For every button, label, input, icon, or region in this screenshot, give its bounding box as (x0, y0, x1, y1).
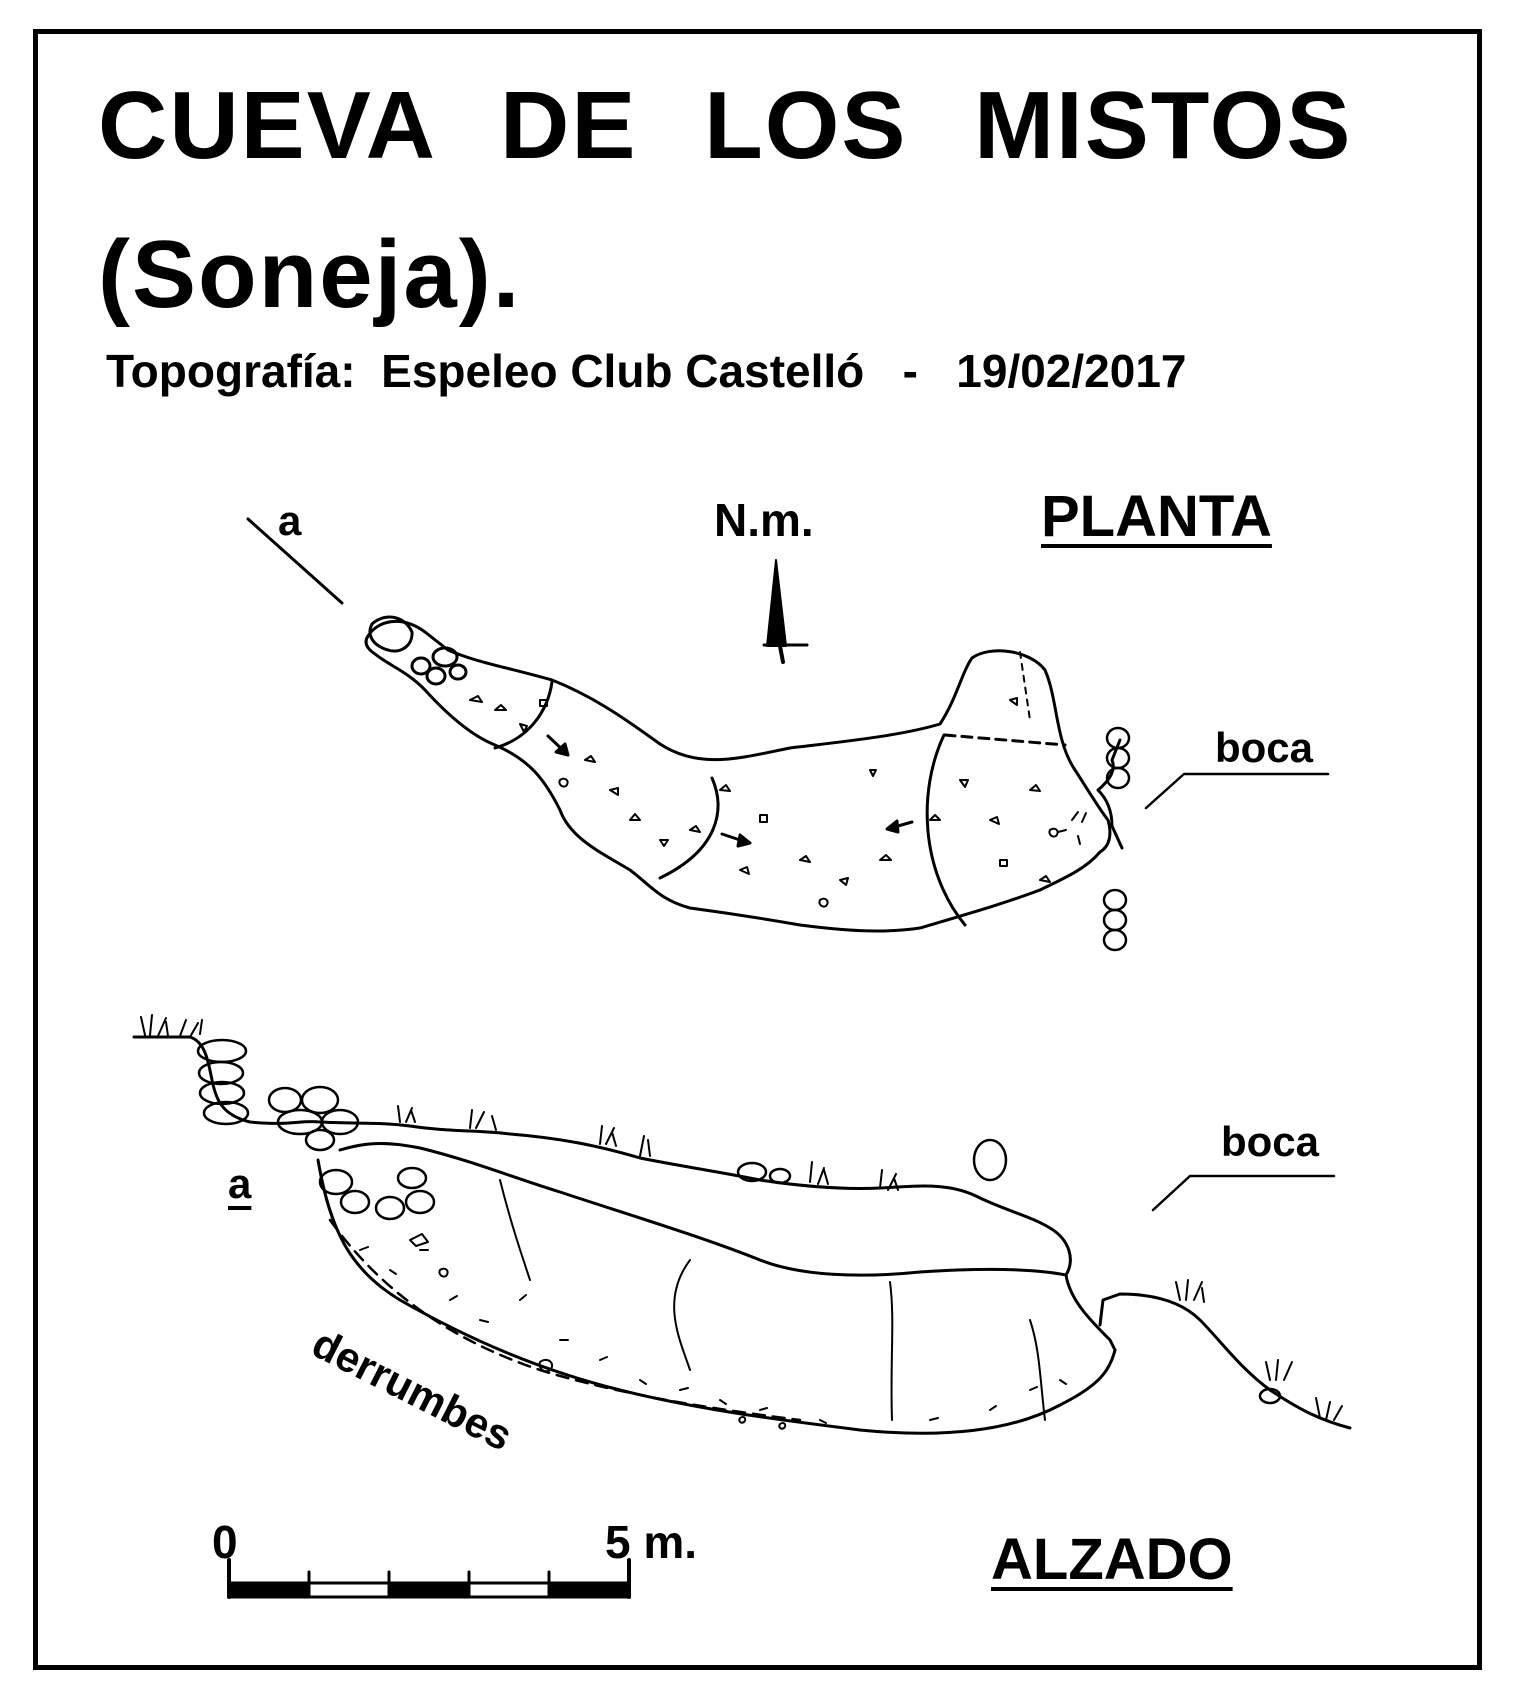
elevation-fractures (500, 1180, 1045, 1420)
debris-label: derrumbes (305, 1319, 520, 1460)
scale-end-label: 5 m. (605, 1516, 698, 1568)
plan-view (248, 519, 1328, 950)
scale-bar (229, 1560, 629, 1597)
plan-boulder (433, 648, 457, 666)
credits-author: Espeleo Club Castelló (381, 345, 865, 397)
plan-entrance-wall (1112, 740, 1122, 848)
elevation-debris-texture (360, 1234, 1066, 1429)
elevation-section-mark: a (228, 1160, 252, 1207)
cave-location: (Soneja). (98, 221, 522, 328)
elevation-view (134, 1015, 1350, 1433)
credits-label: Topografía: (106, 345, 356, 397)
elevation-cave-roof (340, 1144, 1066, 1276)
elevation-ground-surface (134, 1037, 1070, 1275)
elevation-entrance-leader (1153, 1176, 1334, 1210)
plan-section-divider (927, 735, 965, 925)
elevation-heading: ALZADO (991, 1527, 1233, 1592)
flow-arrow-icon (548, 736, 568, 755)
north-arrow-icon (764, 560, 807, 662)
flow-arrow-icon (722, 834, 750, 846)
plan-heading: PLANTA (1041, 484, 1272, 549)
plan-section-divider (1020, 652, 1030, 720)
plan-section-divider (945, 735, 1065, 745)
scale-start-label: 0 (212, 1516, 238, 1568)
plan-cave-outline (366, 621, 1110, 931)
plan-boulder (412, 658, 430, 674)
elevation-boulders (198, 1040, 434, 1219)
plan-entrance-leader (1146, 774, 1328, 808)
flow-arrow-icon (887, 821, 912, 832)
plan-boulder (450, 665, 466, 679)
elevation-outside-slope (1100, 1294, 1350, 1428)
plan-section-mark: a (278, 497, 302, 544)
elevation-vegetation (141, 1015, 1342, 1420)
plan-entrance-label: boca (1215, 724, 1314, 771)
elevation-cave-floor (318, 1160, 1115, 1433)
plan-section-line (248, 519, 342, 603)
credits-date: 19/02/2017 (956, 345, 1187, 397)
plan-entrance-ticks (1058, 812, 1086, 844)
north-label: N.m. (714, 494, 814, 546)
credits-separator: - (902, 345, 918, 397)
cave-title: CUEVA DE LOS MISTOS (98, 72, 1353, 179)
plan-rubble-texture (470, 696, 1058, 907)
elevation-entrance-label: boca (1221, 1118, 1320, 1165)
plan-section-divider (660, 778, 718, 878)
elevation-entrance-wall (1066, 1275, 1115, 1350)
plan-section-divider (495, 682, 552, 748)
